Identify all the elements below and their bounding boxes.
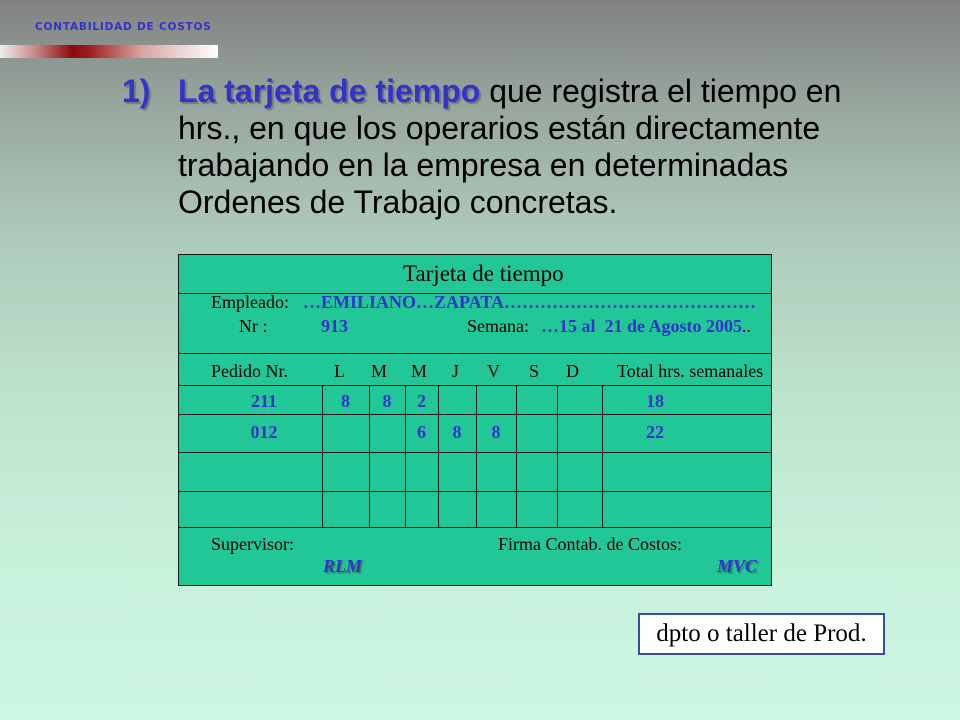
column-header-tuesday: M xyxy=(371,361,388,381)
cost-signature-initials: MVC xyxy=(717,556,758,576)
column-divider xyxy=(438,385,439,527)
table-cell-thursday: 8 xyxy=(452,422,462,442)
number-label: Nr : xyxy=(239,316,268,336)
week-label: Semana: xyxy=(467,316,529,336)
bullet-line-1-rest: que registra el tiempo en xyxy=(480,73,842,109)
column-header-friday: V xyxy=(487,361,500,381)
table-cell-monday: 8 xyxy=(341,391,350,411)
table-cell-tuesday: 8 xyxy=(382,391,392,411)
column-divider xyxy=(516,385,517,527)
card-title: Tarjeta de tiempo xyxy=(403,261,564,286)
column-header-monday: L xyxy=(334,361,345,381)
supervisor-initials: RLM xyxy=(323,556,363,576)
table-cell-friday: 8 xyxy=(491,422,501,442)
column-header-wednesday: M xyxy=(411,361,428,381)
column-header-order: Pedido Nr. xyxy=(211,361,289,381)
week-field xyxy=(541,317,751,335)
table-row-empty xyxy=(179,452,771,491)
table-header-row xyxy=(179,353,771,385)
column-header-total: Total hrs. semanales xyxy=(617,361,764,381)
table-row xyxy=(179,385,771,414)
week-suffix: .. xyxy=(742,316,752,336)
table-cell-total: 22 xyxy=(646,422,664,442)
column-divider xyxy=(602,385,603,527)
week-value: …15 al 21 de Agosto 2005 xyxy=(541,316,743,336)
highlight-term: La tarjeta de tiempo xyxy=(178,73,481,109)
table-cell-order: 211 xyxy=(250,391,277,411)
employee-value: …EMILIANO…ZAPATA…………………………………… xyxy=(303,292,757,312)
table-row-empty xyxy=(179,491,771,527)
bullet-line-4: Ordenes de Trabajo concretas. xyxy=(178,184,618,220)
time-card xyxy=(178,254,772,586)
section-title: CONTABILIDAD DE COSTOS xyxy=(35,21,212,33)
table-cell-wednesday: 2 xyxy=(417,391,426,411)
divider xyxy=(179,527,771,528)
bullet-number: 1) xyxy=(122,73,151,109)
table-row xyxy=(179,414,771,452)
bullet-line-3: trabajando en la empresa en determinadas xyxy=(178,147,789,183)
column-divider xyxy=(369,385,370,527)
column-header-saturday: S xyxy=(529,361,540,381)
table-cell-wednesday: 6 xyxy=(417,422,426,442)
department-note: dpto o taller de Prod. xyxy=(638,613,885,655)
table-cell-order: 012 xyxy=(250,422,278,442)
column-divider xyxy=(476,385,477,527)
table-cell-total: 18 xyxy=(646,391,664,411)
column-divider xyxy=(405,385,406,527)
supervisor-label: Supervisor: xyxy=(211,534,294,554)
column-header-sunday: D xyxy=(566,361,579,381)
column-divider xyxy=(557,385,558,527)
bullet-line-1 xyxy=(178,73,841,110)
accent-bar xyxy=(0,45,218,58)
bullet-line-2: hrs., en que los operarios están directamente xyxy=(178,110,821,146)
number-value: 913 xyxy=(321,316,348,336)
employee-label: Empleado: xyxy=(211,292,289,312)
cost-signature-label: Firma Contab. de Costos: xyxy=(498,534,682,554)
column-header-thursday: J xyxy=(452,361,460,381)
bullet-text xyxy=(178,73,841,221)
column-divider xyxy=(322,385,323,527)
